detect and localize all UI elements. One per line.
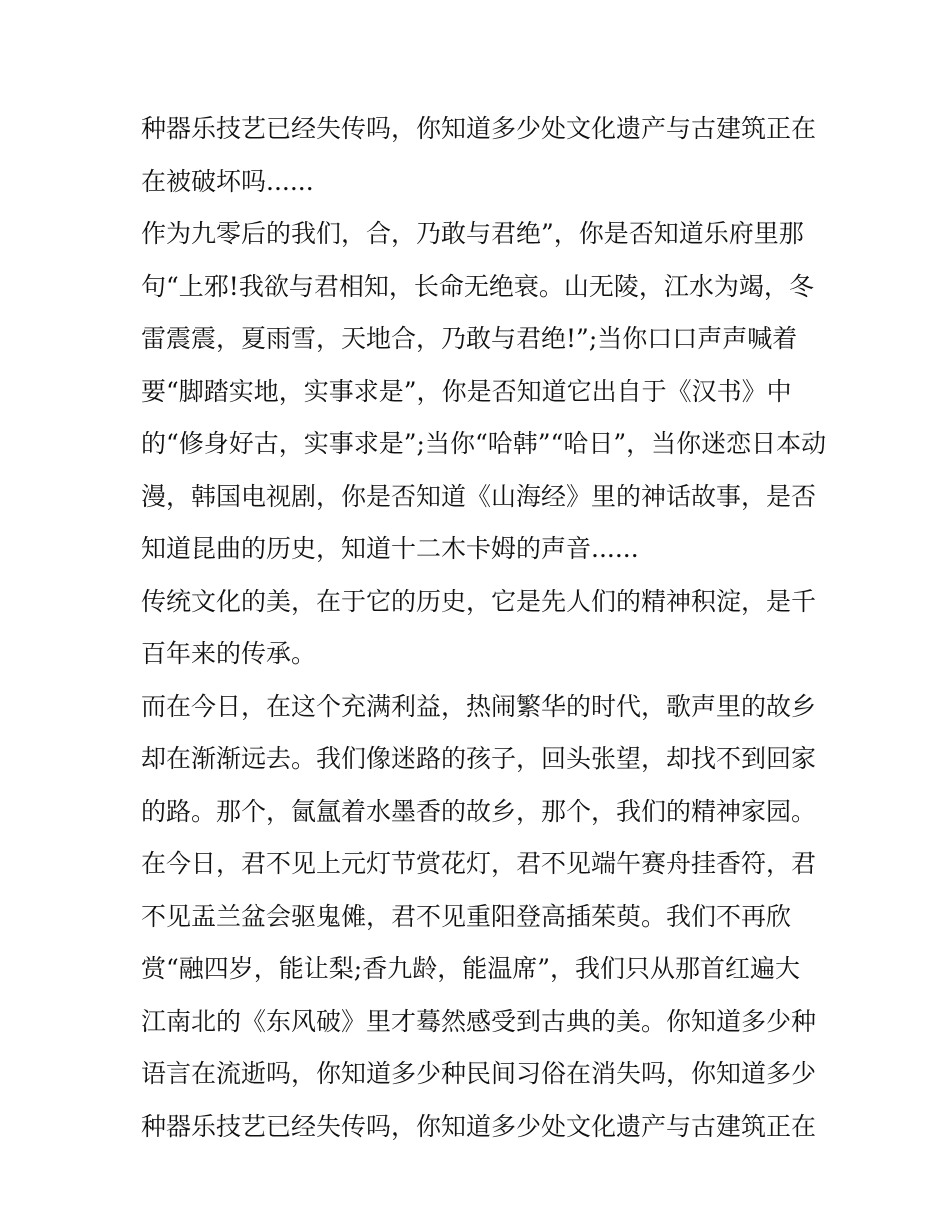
text-line: 雷震震，夏雨雪，天地合，乃敢与君绝!”;当你口口声声喊着 [141,324,798,353]
text-line: 的“修身好古，实事求是”;当你“哈韩”“哈日”，当你迷恋日本动 [141,429,827,458]
text-line: 在今日，君不见上元灯节赏花灯，君不见端午赛舟挂香符，君 [141,849,817,878]
text-line: 却在渐渐远去。我们像迷路的孩子，回头张望，却找不到回家 [141,744,817,773]
text-line: 句“上邪!我欲与君相知，长命无绝衰。山无陵，江水为竭，冬 [141,271,814,301]
text-line: 知道昆曲的历史，知道十二木卡姆的声音...... [141,534,639,563]
text-line: 百年来的传承。 [141,639,317,668]
text-line: 语言在流逝吗，你知道多少种民间习俗在消失吗，你知道多少 [141,1059,817,1088]
text-line: 江南北的《东风破》里才蓦然感受到古典的美。你知道多少种 [141,1006,817,1036]
text-line: 不见盂兰盆会驱鬼傩，君不见重阳登高插茱萸。我们不再欣 [141,901,792,931]
text-line: 的路。那个，氤氲着水墨香的故乡，那个，我们的精神家园。 [141,796,817,826]
text-line: 而在今日，在这个充满利益，热闹繁华的时代，歌声里的故乡 [141,691,817,721]
text-line: 种器乐技艺已经失传吗，你知道多少处文化遗产与古建筑正在 [141,1111,817,1141]
text-line: 赏“融四岁，能让梨;香九龄，能温席”，我们只从那首红遍大 [141,954,800,983]
text-line: 种器乐技艺已经失传吗，你知道多少处文化遗产与古建筑正在 [141,114,817,143]
text-line: 漫，韩国电视剧，你是否知道《山海经》里的神话故事，是否 [141,481,817,511]
text-line: 作为九零后的我们，合，乃敢与君绝”，你是否知道乐府里那 [141,219,804,248]
text-line: 在被破坏吗...... [141,166,314,196]
text-line: 要“脚踏实地，实事求是”，你是否知道它出自于《汉书》中 [141,376,792,406]
text-line: 传统文化的美，在于它的历史，它是先人们的精神积淀，是千 [141,586,817,616]
essay-body [141,109,827,1159]
